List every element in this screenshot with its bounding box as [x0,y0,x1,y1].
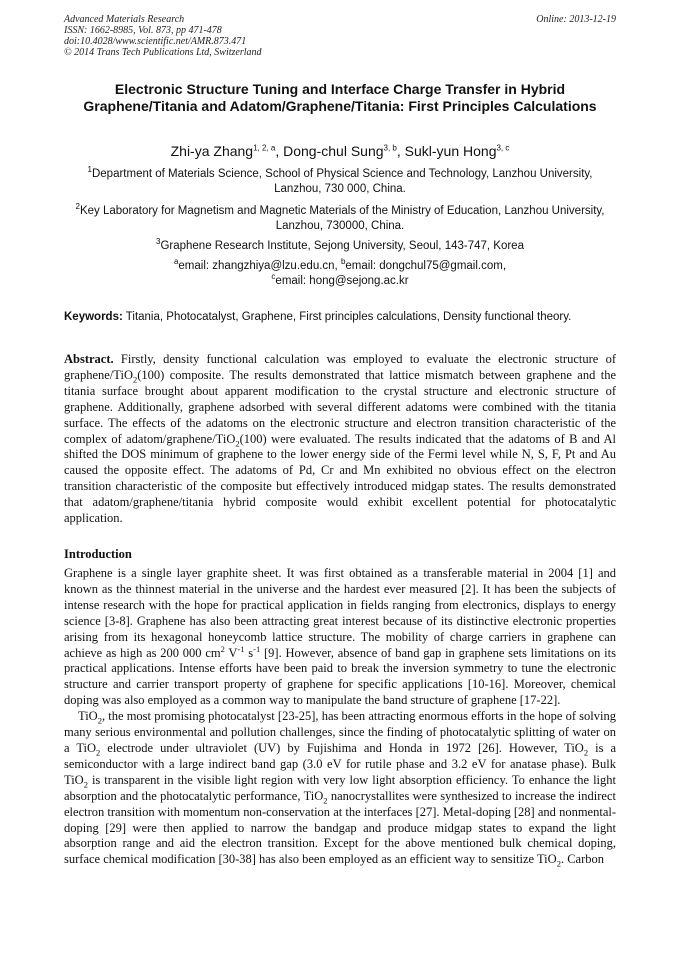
introduction-body [64,566,616,868]
author-affil-marker: 3, c [496,143,510,153]
email-marker: a [173,257,179,267]
text: TiO [78,709,98,724]
author-list: Zhi-ya Zhang$^{1, 2, a}$, Dong-chul Sung$^{3, b}$, Sukl-yun Hong$^{3, c}$ [170,143,510,159]
subscript: 2 [132,374,138,385]
abstract-text: Firstly, density functional calculation was employed to evaluate the electronic structure of graphene/TiO [64,352,616,382]
text: Graphene is a single layer graphite sheet. It was first obtained as a transferable material in 2004 [1] and known as the thinnest material in the universe and the hardest ever measured [2]. It has been the subjects of intense research with the hope for practical application in fields ranging from electronics, displays to energy science [3-8]. Graphene has also been attracting great interest because of its distinctive electronic properties arising from its hexagonal honeycomb lattice structure. The mobility of charge carriers in graphene can achieve as high as 200 000 cm [64,566,616,660]
email-block [64,259,616,289]
text: nanocrystallites were synthesized to increase the indirect electron transition with momentum non-conservation at the interfaces [27]. Metal-doping [28] and nonmental-doping [29] were then applied to narrow the bandgap and produce midgap states to expand the light absorption range and aid the electron transition. Except for the above mentioned bulk chemical doping, surface chemical modification [30-38] has also been employed as an efficient way to sensitize TiO [64,788,616,867]
abstract [64,352,616,527]
subscript: 2 [323,795,328,806]
affiliation [64,239,616,254]
email-a[interactable]: email: zhangzhiya@lzu.edu.cn, [178,260,341,272]
affiliation-text: Key Laboratory for Magnetism and Magnetic Materials of the Ministry of Education, Lanzhou University, Lanzhou, 730000, China. [79,205,605,232]
text: V [224,645,238,660]
email-marker: c [271,272,276,282]
journal-name: Advanced Materials Research [64,14,185,25]
affiliation-marker: 1 [87,165,92,175]
subscript: 2 [583,747,589,758]
subscript: 2 [97,715,102,726]
affiliation-marker: 2 [75,202,80,212]
superscript: 2 [220,643,225,654]
affiliation [64,204,616,234]
affiliation-text: Department of Materials Science, School of Physical Science and Technology, Lanzhou University, Lanzhou, 730 000, China. [91,168,593,195]
author-name: Dong-chul Sung [283,143,384,159]
superscript: -1 [253,643,261,654]
abstract-text: (100) composite. The results demonstrated that lattice mismatch between graphene and the titania surface brought about apparent modification to the crystal structure and electronic structure of graphene. Additionally, graphene adsorbed with several different adatoms were combined with the titania surface. The effects of the adatoms on the electronic structure and electron transition characteristic of the complex of adatom/graphene/TiO [64,367,616,446]
abstract-text: (100) were evaluated. The results indicated that the adatoms of B and Al shifted the DOS minimum of graphene to the lower energy side of the Fermi level while N, S, F, Pt and Au caused the opposite effect. The adatoms of Pd, Cr and Mn exhibited no obvious effect on the electron transition characteristic of the composite but effectively introduced midgap states. The results demonstrated that adatom/graphene/titania hybrid composite would exhibit excellent potential for photocatalytic application. [64,431,616,526]
subscript: 2 [556,858,561,869]
text: is transparent in the visible light region with very low light absorption efficiency. To enhance the light absorption and the photocatalytic performance, TiO [64,772,616,803]
keywords-text: Titania, Photocatalyst, Graphene, First principles calculations, Density functional theory. [125,311,572,323]
keywords [64,310,616,325]
author-affil-marker: 1, 2, a [253,143,276,153]
email-b[interactable]: email: dongchul75@gmail.com, [345,260,507,272]
journal-doi: doi:10.4028/www.scientific.net/AMR.873.471 [64,36,247,47]
keywords-label: Keywords: [64,311,123,323]
journal-copyright: © 2014 Trans Tech Publications Ltd, Switzerland [64,47,262,58]
text: [9]. However, absence of band gap in graphene sets limitations on its practical applications. Intense efforts have been paid to break the inversion symmetry to tune the electronic structure and carrier transport property of graphene for specific applications [10-16]. Moreover, chemical doping was also employed as a common way to manipulate the band structure of graphene [17-22]. [64,645,616,708]
text: , the most promising photocatalyst [23-25], has been attracting enormous efforts in the hope of solving many serious environmental and pollution challenges, since the finding of photocatalytic splitting of water on a TiO [64,709,616,755]
affiliation-text: Graphene Research Institute, Sejong University, Seoul, 143-747, Korea [160,240,524,252]
journal-issn: ISSN: 1662-8985, Vol. 873, pp 471-478 [64,25,222,36]
email-marker: b [340,257,346,267]
affiliation-marker: 3 [156,237,161,247]
email-c[interactable]: email: hong@sejong.ac.kr [275,275,409,287]
journal-header [64,14,616,58]
author-name: Sukl-yun Hong [404,143,497,159]
affiliation [64,167,616,197]
paragraph [64,709,616,868]
text: . Carbon [560,852,604,867]
subscript: 2 [96,747,101,758]
text: is a semiconductor with a large indirect band gap (3.0 eV for rutile phase and 3.2 eV for anatase phase). Bulk TiO [64,740,616,787]
author-name: Zhi-ya Zhang [170,143,254,159]
online-date: Online: 2013-12-19 [536,14,616,25]
paragraph [64,566,616,709]
superscript: -1 [237,643,245,654]
subscript: 2 [83,779,88,790]
abstract-label: Abstract. [64,352,114,366]
subscript: 2 [235,438,240,449]
paper-title: Electronic Structure Tuning and Interface Charge Transfer in Hybrid Graphene/Titania and Adatom/Graphene/Titania: First Principles Calculations [83,81,597,114]
text: electrode under ultraviolet (UV) by Fujishima and Honda in 1972 [26]. However, TiO [100,740,584,755]
section-heading: Introduction [64,547,132,561]
text: s [244,645,254,660]
author-affil-marker: 3, b [383,143,397,153]
